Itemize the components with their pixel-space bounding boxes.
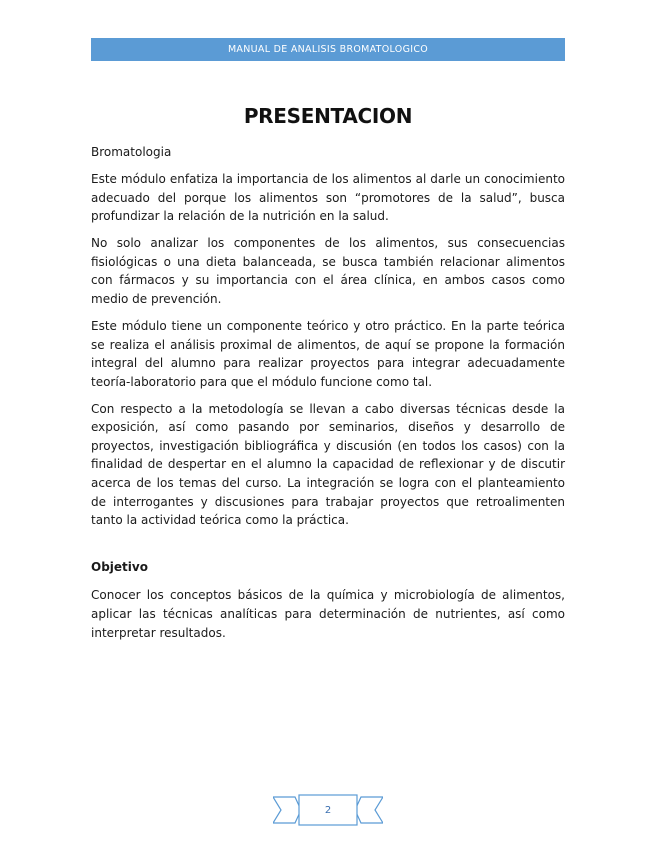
- objective-text: Conocer los conceptos básicos de la química y microbiología de alimentos, aplicar las técnicas analíticas para determinación de nutrientes, así como interpretar resultados.: [91, 588, 565, 640]
- objective-heading: Objetivo: [91, 559, 148, 574]
- page-footer: [273, 793, 383, 827]
- paragraph-3: Este módulo tiene un componente teórico y otro práctico. En la parte teórica se realiza el análisis proximal de alimentos, de aquí se propone la formación integral del alumno para realizar proyectos para integrar adecuadamente teoría-laboratorio para que el módulo funcione como tal.: [91, 318, 565, 389]
- paragraph-1: Este módulo enfatiza la importancia de los alimentos al darle un conocimiento adecuado del porque los alimentos son “promotores de la salud”, busca profundizar la relación de la nutrición en la salud.: [91, 171, 565, 224]
- running-header-title: MANUAL DE ANALISIS BROMATOLOGICO: [227, 44, 429, 55]
- paragraph-2: No solo analizar los componentes de los alimentos, sus consecuencias fisiológicas o una dieta balanceada, se busca también relacionar alimentos con fármacos y su importancia con el área clínica, en ambos casos como medio de prevención.: [91, 236, 565, 306]
- document-body: [91, 143, 565, 651]
- running-header: [91, 38, 565, 61]
- subject-label: Bromatologia: [91, 145, 172, 159]
- page-number: 2: [324, 804, 332, 816]
- paragraph-4: Con respecto a la metodología se llevan a cabo diversas técnicas desde la exposición, así como pasando por seminarios, diseños y desarrollo de proyectos, investigación bibliográfica y discusión (en todos los casos) con la finalidad de despertar en el alumno la capacidad de reflexionar y de discutir acerca de los temas del curso. La integración se logra con el planteamiento de interrogantes y discusiones para trabajar proyectos que retroalimenten tanto la actividad teórica como la práctica.: [91, 401, 565, 528]
- page-title: PRESENTACION: [243, 104, 413, 128]
